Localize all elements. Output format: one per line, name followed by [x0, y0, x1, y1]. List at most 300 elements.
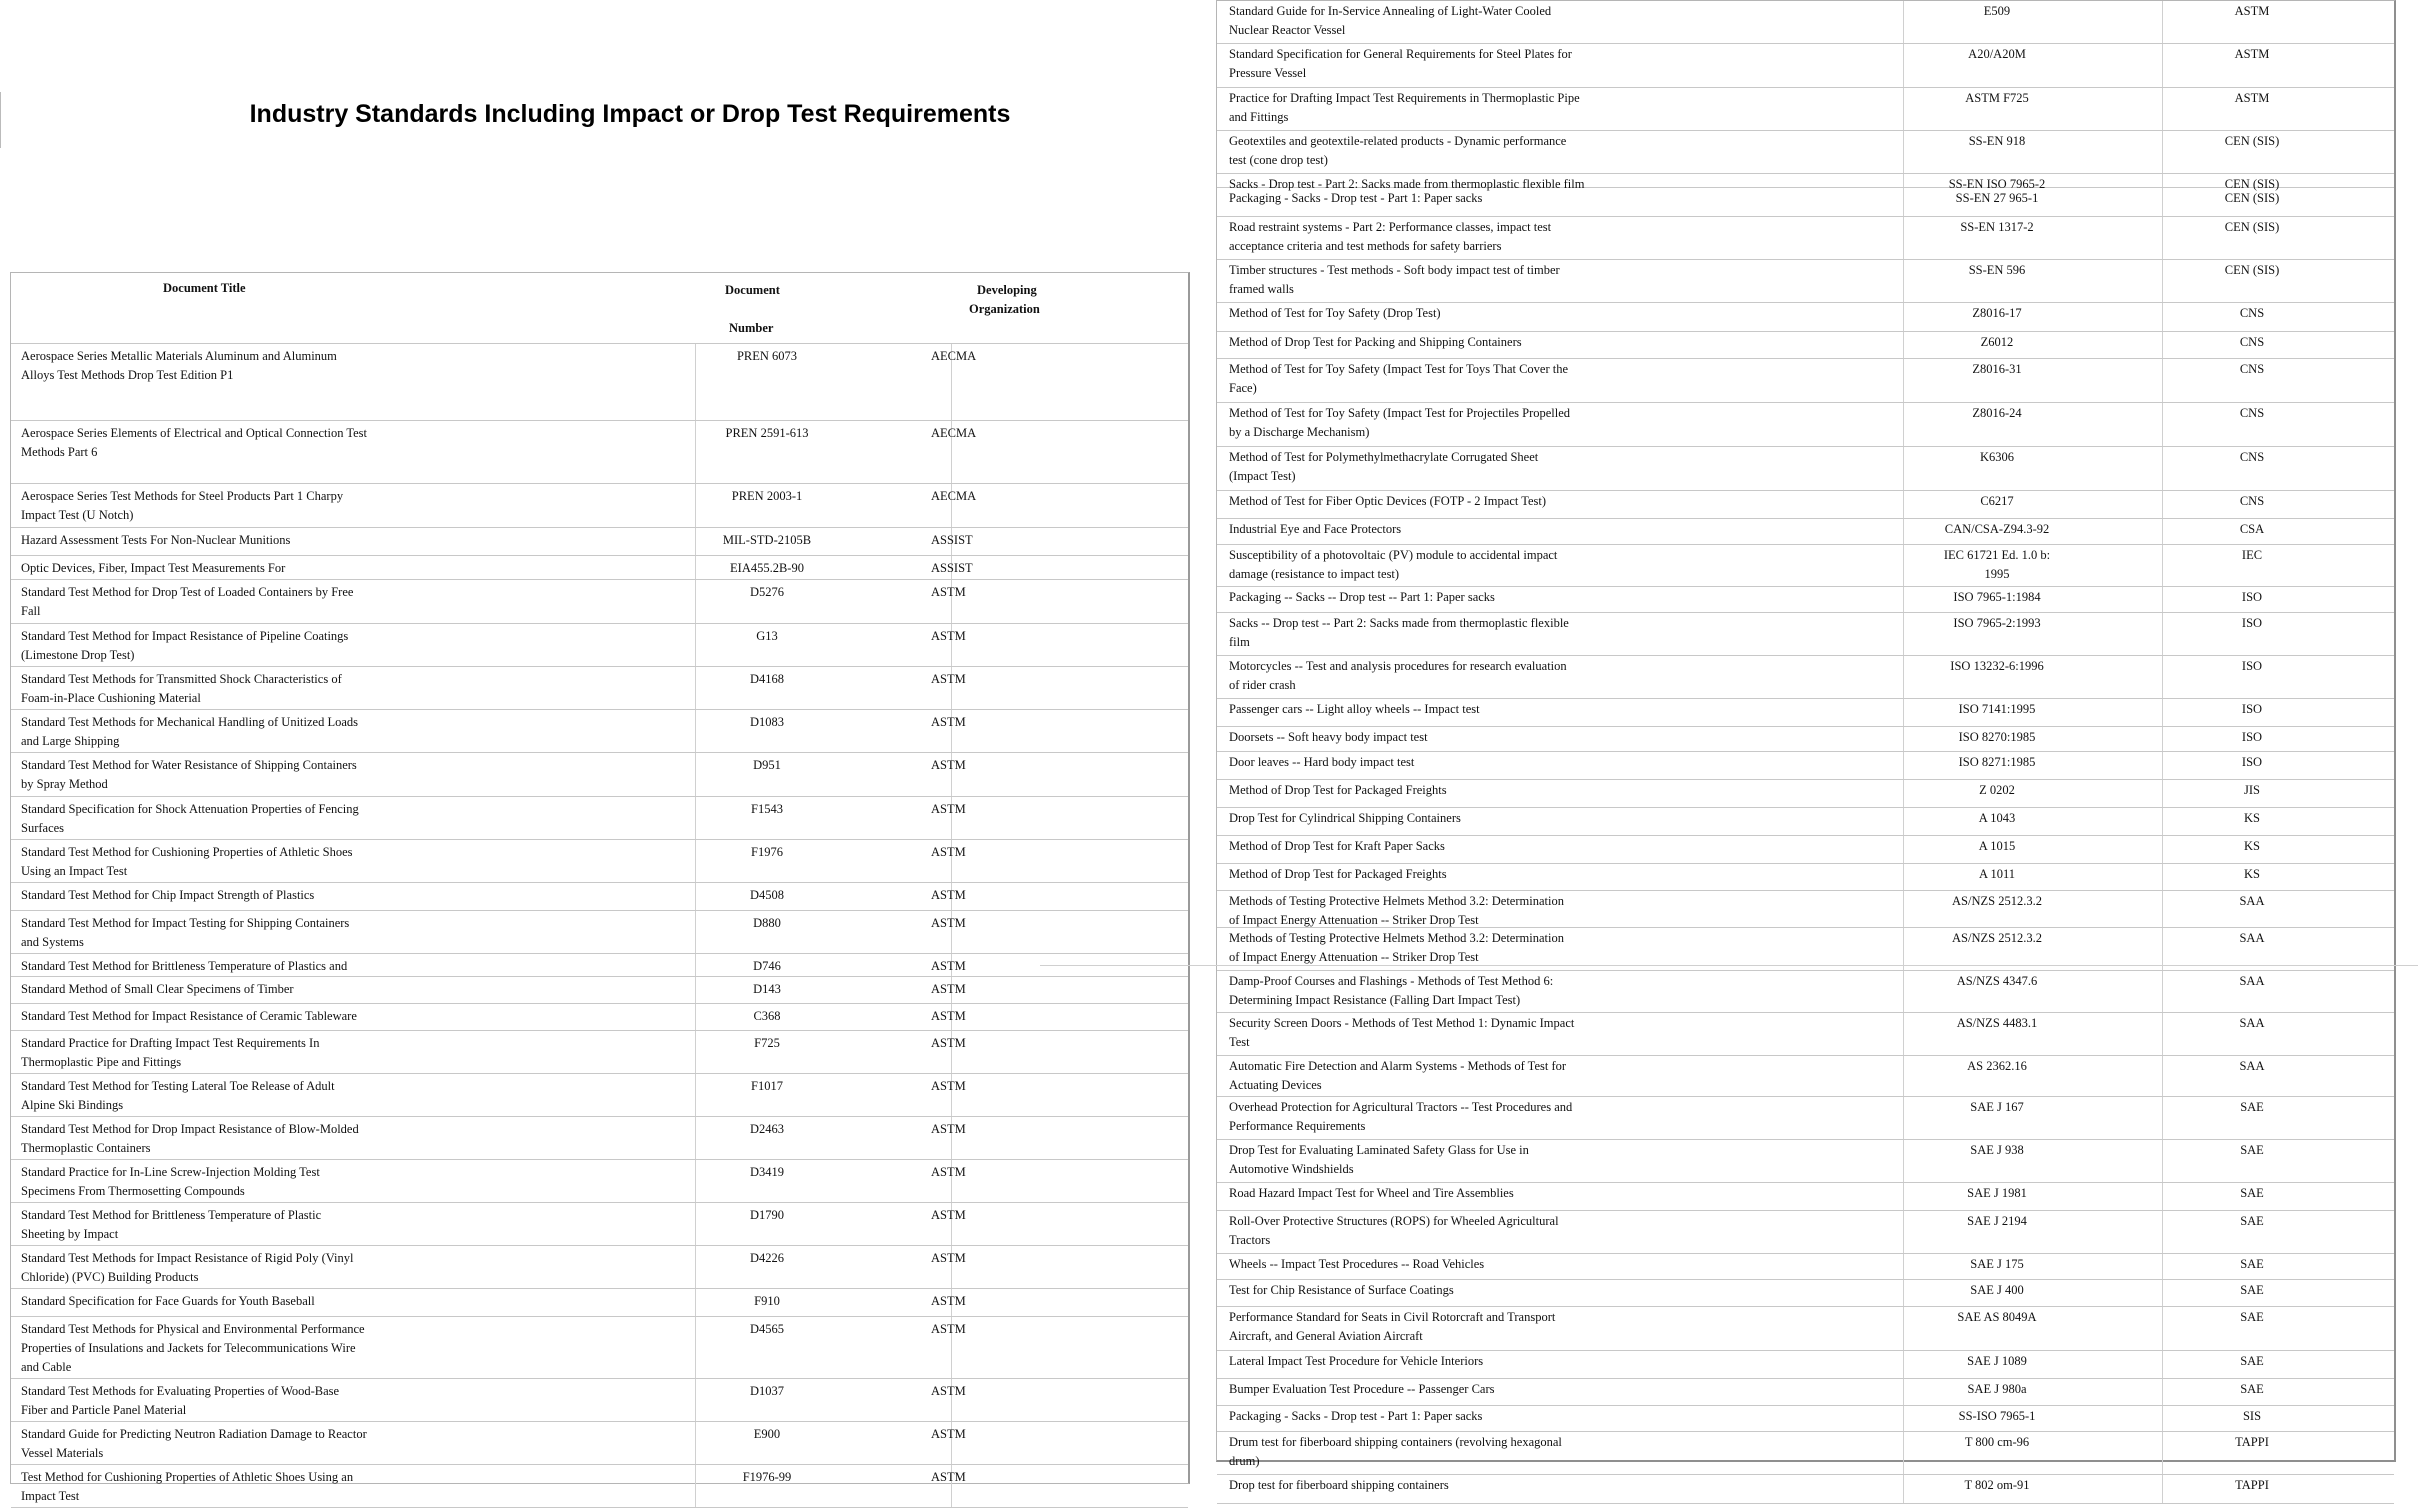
- cell-developing-org: CNS: [2239, 406, 2265, 420]
- table-row: [11, 580, 1188, 624]
- cell-document-title: Method of Drop Test for Kraft Paper Sacks: [1229, 839, 1445, 853]
- table-row: [11, 710, 1188, 753]
- cell-document-title: Method of Test for Polymethylmethacrylate Corrugated Sheet (Impact Test): [1229, 450, 1539, 483]
- table-row: [1217, 780, 2394, 808]
- cell-document-number: ISO 7965-1:1984: [1953, 590, 2041, 604]
- cell-document-title: Standard Test Method for Water Resistance of Shipping Containers by Spray Method: [21, 758, 357, 791]
- table-row: [11, 1004, 1188, 1031]
- table-row: [1217, 891, 2394, 928]
- cell-developing-org: ASSIST: [931, 533, 973, 547]
- cell-document-number: A 1011: [1979, 867, 2015, 881]
- cell-developing-org: AECMA: [931, 489, 977, 503]
- cell-developing-org: CSA: [2239, 522, 2265, 536]
- table-row: [11, 1379, 1188, 1422]
- cell-document-title: Drop Test for Cylindrical Shipping Containers: [1229, 811, 1461, 825]
- cell-document-number: F725: [754, 1036, 780, 1050]
- cell-developing-org: ASTM: [2234, 91, 2270, 105]
- table-row: [11, 883, 1188, 911]
- cell-document-title: Roll-Over Protective Structures (ROPS) for Wheeled Agricultural Tractors: [1229, 1214, 1559, 1247]
- cell-document-number: SAE J 980a: [1967, 1382, 2027, 1396]
- table-row: [1217, 864, 2394, 891]
- table-row: [1217, 491, 2394, 519]
- cell-document-number: AS/NZS 2512.3.2: [1952, 894, 2042, 908]
- cell-document-title: Aerospace Series Metallic Materials Aluminum and Aluminum Alloys Test Methods Drop Test Edition P1: [21, 349, 337, 382]
- table-row: [1217, 727, 2394, 752]
- table-row: [1217, 1254, 2394, 1280]
- cell-document-title: Standard Specification for Shock Attenuation Properties of Fencing Surfaces: [21, 802, 359, 835]
- table-row: [1217, 699, 2394, 727]
- right-standards-table: [1216, 0, 2396, 1492]
- cell-developing-org: ASTM: [931, 1294, 966, 1308]
- cell-developing-org: SAA: [2239, 974, 2265, 988]
- column-divider: [2162, 217, 2163, 259]
- cell-document-title: Standard Test Methods for Physical and Environmental Performance Properties of Insulations and Jackets for Telecommunications Wire and Cable: [21, 1322, 365, 1374]
- cell-document-number: SAE J 175: [1970, 1257, 2024, 1271]
- column-divider: [2162, 1211, 2163, 1253]
- cell-document-title: Standard Guide for Predicting Neutron Radiation Damage to Reactor Vessel Materials: [21, 1427, 367, 1460]
- column-divider: [2162, 1280, 2163, 1306]
- cell-developing-org: ASTM: [931, 1470, 966, 1484]
- cell-document-title: Road Hazard Impact Test for Wheel and Tire Assemblies: [1229, 1186, 1514, 1200]
- table-row: [11, 1465, 1188, 1508]
- column-divider: [2162, 1406, 2163, 1431]
- column-divider: [2162, 1140, 2163, 1182]
- table-row: [1217, 545, 2394, 587]
- cell-document-number: D4565: [749, 1322, 785, 1336]
- table-row: [11, 421, 1188, 484]
- cell-document-number: G13: [756, 629, 778, 643]
- table-row: [1217, 447, 2394, 491]
- cell-document-title: Standard Test Method for Testing Lateral Toe Release of Adult Alpine Ski Bindings: [21, 1079, 335, 1112]
- cell-developing-org: ASTM: [931, 888, 966, 902]
- cell-developing-org: CEN (SIS): [2224, 177, 2280, 191]
- cell-document-title: Hazard Assessment Tests For Non-Nuclear Munitions: [21, 533, 291, 547]
- table-row: [1217, 1351, 2394, 1379]
- table-row: [11, 667, 1188, 710]
- cell-developing-org: SAA: [2239, 1059, 2265, 1073]
- table-row: [11, 528, 1188, 556]
- column-divider: [2162, 174, 2163, 187]
- cell-developing-org: CEN (SIS): [2224, 220, 2280, 234]
- column-divider: [2162, 403, 2163, 446]
- table-header: [11, 273, 1188, 344]
- cell-document-title: Sacks -- Drop test -- Part 2: Sacks made from thermoplastic flexible film: [1229, 616, 1569, 649]
- table-row: [1217, 1379, 2394, 1406]
- cell-document-title: Standard Test Methods for Transmitted Shock Characteristics of Foam-in-Place Cushioning Material: [21, 672, 342, 705]
- cell-document-number: D3419: [749, 1165, 785, 1179]
- cell-document-number: F1543: [751, 802, 783, 816]
- cell-document-number: D4168: [749, 672, 785, 686]
- cell-developing-org: SAE: [2240, 1214, 2264, 1228]
- cell-document-number: Z8016-31: [1972, 362, 2022, 376]
- table-row: [11, 1289, 1188, 1317]
- cell-document-number: ISO 8271:1985: [1958, 755, 2036, 769]
- table-row: [1217, 1280, 2394, 1307]
- table-row: [1217, 44, 2394, 88]
- cell-developing-org: ASTM: [2234, 4, 2270, 18]
- table-row: [11, 556, 1188, 580]
- cell-developing-org: ISO: [2241, 730, 2263, 744]
- cell-document-number: C368: [753, 1009, 781, 1023]
- cell-document-number: SS-ISO 7965-1: [1958, 1409, 2036, 1423]
- cell-document-title: Wheels -- Impact Test Procedures -- Road Vehicles: [1229, 1257, 1485, 1271]
- column-divider: [2162, 1097, 2163, 1139]
- cell-document-title: Practice for Drafting Impact Test Requirements in Thermoplastic Pipe and Fittings: [1229, 91, 1580, 124]
- table-row: [1217, 174, 2394, 191]
- column-divider: [2162, 131, 2163, 173]
- table-row: [1217, 656, 2394, 699]
- table-row: [1217, 1140, 2394, 1183]
- cell-developing-org: TAPPI: [2235, 1435, 2269, 1449]
- table-row: [11, 1160, 1188, 1203]
- cell-document-number: D143: [753, 982, 781, 996]
- cell-developing-org: AECMA: [931, 349, 977, 363]
- table-row: [1217, 613, 2394, 656]
- cell-document-number: SS-EN 596: [1968, 263, 2026, 277]
- cell-document-number: SS-EN 27 965-1: [1955, 191, 2039, 205]
- cell-document-number: F1976-99: [742, 1470, 792, 1484]
- cell-document-number: CAN/CSA-Z94.3-92: [1944, 522, 2050, 536]
- table-row: [1217, 1056, 2394, 1097]
- cell-developing-org: SAE: [2240, 1186, 2264, 1200]
- table-row: [1217, 1307, 2394, 1351]
- table-row: [1217, 1432, 2394, 1475]
- cell-document-title: Packaging - Sacks - Drop test - Part 1: Paper sacks: [1229, 191, 1483, 205]
- table-row: [11, 840, 1188, 883]
- cell-developing-org: ASTM: [931, 1251, 966, 1265]
- cell-document-title: Drop Test for Evaluating Laminated Safety Glass for Use in Automotive Windshields: [1229, 1143, 1529, 1176]
- table-row: [1217, 1475, 2394, 1504]
- cell-document-number: D1790: [749, 1208, 785, 1222]
- cell-document-title: Road restraint systems - Part 2: Performance classes, impact test acceptance criteria and test methods for safety barriers: [1229, 220, 1552, 253]
- cell-document-number: D880: [753, 916, 781, 930]
- table-row: [1217, 260, 2394, 303]
- header-document-number-line2: Number: [729, 321, 774, 335]
- cell-developing-org: SAE: [2240, 1257, 2264, 1271]
- column-divider: [2162, 928, 2163, 970]
- cell-document-title: Standard Test Method for Brittleness Temperature of Plastic Sheeting by Impact: [21, 1208, 322, 1241]
- cell-document-number: ISO 8270:1985: [1958, 730, 2036, 744]
- header-org-line1: Developing: [977, 283, 1037, 297]
- cell-developing-org: ASTM: [931, 629, 966, 643]
- column-divider: [2162, 1, 2163, 43]
- cell-document-title: Test for Chip Resistance of Surface Coatings: [1229, 1283, 1454, 1297]
- cell-document-number: D951: [753, 758, 781, 772]
- table-row: [1217, 808, 2394, 836]
- table-row: [11, 797, 1188, 840]
- table-row: [11, 484, 1188, 528]
- column-divider: [2162, 891, 2163, 927]
- cell-document-title: Standard Method of Small Clear Specimens of Timber: [21, 982, 294, 996]
- table-row: [11, 1203, 1188, 1246]
- cell-developing-org: ASTM: [931, 982, 966, 996]
- cell-developing-org: ASTM: [931, 959, 966, 973]
- cell-document-title: Method of Test for Toy Safety (Impact Test for Toys That Cover the Face): [1229, 362, 1569, 395]
- cell-document-number: Z8016-17: [1972, 306, 2022, 320]
- column-divider: [2162, 836, 2163, 863]
- cell-document-number: E900: [753, 1427, 781, 1441]
- cell-document-title: Bumper Evaluation Test Procedure -- Passenger Cars: [1229, 1382, 1495, 1396]
- cell-document-title: Performance Standard for Seats in Civil Rotorcraft and Transport Aircraft, and General Aviation Aircraft: [1229, 1310, 1556, 1343]
- column-divider: [2162, 491, 2163, 518]
- cell-document-number: PREN 2591-613: [725, 426, 809, 440]
- cell-document-title: Methods of Testing Protective Helmets Method 3.2: Determination of Impact Energy Attenuation -- Striker Drop Test: [1229, 894, 1564, 927]
- table-row: [11, 753, 1188, 797]
- cell-document-number: MIL-STD-2105B: [722, 533, 812, 547]
- cell-document-number: PREN 6073: [736, 349, 798, 363]
- cell-document-title: Standard Test Method for Chip Impact Strength of Plastics: [21, 888, 315, 902]
- column-divider: [2162, 1056, 2163, 1096]
- cell-document-number: D2463: [749, 1122, 785, 1136]
- cell-document-title: Overhead Protection for Agricultural Tractors -- Test Procedures and Performance Requirements: [1229, 1100, 1573, 1133]
- cell-document-title: Lateral Impact Test Procedure for Vehicle Interiors: [1229, 1354, 1484, 1368]
- cell-document-title: Geotextiles and geotextile-related products - Dynamic performance test (cone drop test): [1229, 134, 1567, 167]
- cell-developing-org: ASTM: [931, 845, 966, 859]
- cell-document-title: Method of Test for Toy Safety (Drop Test): [1229, 306, 1441, 320]
- cell-document-title: Doorsets -- Soft heavy body impact test: [1229, 730, 1428, 744]
- column-divider: [2162, 613, 2163, 655]
- cell-developing-org: SAA: [2239, 894, 2265, 908]
- cell-developing-org: CEN (SIS): [2224, 263, 2280, 277]
- cell-document-number: E509: [1983, 4, 2011, 18]
- cell-document-number: SAE J 1089: [1967, 1354, 2027, 1368]
- cell-developing-org: ASTM: [931, 585, 966, 599]
- cell-document-title: Method of Drop Test for Packaged Freights: [1229, 783, 1447, 797]
- cell-developing-org: JIS: [2244, 783, 2260, 797]
- cell-developing-org: ASTM: [931, 1122, 966, 1136]
- cell-document-title: Timber structures - Test methods - Soft body impact test of timber framed walls: [1229, 263, 1560, 296]
- cell-document-title: Method of Test for Fiber Optic Devices (FOTP - 2 Impact Test): [1229, 494, 1547, 508]
- page-title: Industry Standards Including Impact or Drop Test Requirements: [249, 100, 1011, 128]
- column-divider: [2162, 699, 2163, 726]
- section-divider: [1040, 965, 2418, 966]
- cell-developing-org: SAE: [2240, 1310, 2264, 1324]
- cell-developing-org: SIS: [2242, 1409, 2262, 1423]
- left-table-body: [11, 344, 1188, 1508]
- cell-document-title: Standard Test Method for Cushioning Properties of Athletic Shoes Using an Impact Test: [21, 845, 353, 878]
- cell-developing-org: ASTM: [931, 1322, 966, 1336]
- table-row: [1217, 403, 2394, 447]
- cell-document-number: SS-EN ISO 7965-2: [1948, 177, 2046, 191]
- cell-document-number: EIA455.2B-90: [730, 561, 804, 575]
- cell-document-title: Standard Test Method for Impact Testing for Shipping Containers and Systems: [21, 916, 350, 949]
- cell-document-title: Standard Test Method for Impact Resistance of Pipeline Coatings (Limestone Drop Test): [21, 629, 349, 662]
- cell-developing-org: ISO: [2241, 590, 2263, 604]
- table-row: [1217, 971, 2394, 1013]
- table-row: [1217, 1211, 2394, 1254]
- cell-document-number: K6306: [1979, 450, 2015, 464]
- cell-developing-org: KS: [2244, 839, 2260, 853]
- cell-document-title: Method of Drop Test for Packaged Freights: [1229, 867, 1447, 881]
- table-row: [1217, 131, 2394, 174]
- cell-document-number: SAE J 2194: [1967, 1214, 2027, 1228]
- table-row: [1217, 88, 2394, 131]
- cell-document-number: ISO 13232-6:1996: [1950, 659, 2044, 673]
- column-divider: [2162, 545, 2163, 586]
- column-divider: [2162, 303, 2163, 331]
- cell-document-number: A 1043: [1978, 811, 2016, 825]
- cell-document-title: Standard Test Methods for Evaluating Properties of Wood-Base Fiber and Particle Panel Material: [21, 1384, 340, 1417]
- cell-document-title: Door leaves -- Hard body impact test: [1229, 755, 1415, 769]
- table-row: [11, 1117, 1188, 1160]
- column-divider: [2162, 1351, 2163, 1378]
- cell-document-title: Sacks - Drop test - Part 2: Sacks made from thermoplastic flexible film: [1229, 177, 1585, 191]
- cell-developing-org: ISO: [2241, 702, 2263, 716]
- cell-developing-org: SAE: [2240, 1354, 2264, 1368]
- cell-developing-org: SAA: [2239, 1016, 2265, 1030]
- cell-document-title: Standard Practice for Drafting Impact Test Requirements In Thermoplastic Pipe and Fittings: [21, 1036, 320, 1069]
- column-divider: [2162, 971, 2163, 1012]
- table-row: [11, 1074, 1188, 1117]
- column-divider: [2162, 1254, 2163, 1279]
- column-divider: [2162, 519, 2163, 544]
- table-row: [11, 624, 1188, 667]
- table-row: [1217, 836, 2394, 864]
- table-row: [1217, 587, 2394, 613]
- cell-document-number: A20/A20M: [1968, 47, 2026, 61]
- cell-document-title: Drum test for fiberboard shipping containers (revolving hexagonal drum): [1229, 1435, 1562, 1468]
- cell-document-title: Methods of Testing Protective Helmets Method 3.2: Determination of Impact Energy Attenuation -- Striker Drop Test: [1229, 931, 1564, 964]
- table-row: [1217, 1097, 2394, 1140]
- cell-document-number: A 1015: [1978, 839, 2016, 853]
- cell-document-title: Packaging - Sacks - Drop test - Part 1: Paper sacks: [1229, 1409, 1483, 1423]
- cell-document-number: AS/NZS 4347.6: [1956, 974, 2038, 988]
- cell-developing-org: CNS: [2239, 450, 2265, 464]
- table-row: [1217, 303, 2394, 332]
- cell-developing-org: ISO: [2241, 616, 2263, 630]
- cell-document-number: Z 0202: [1979, 783, 2015, 797]
- cell-developing-org: ASTM: [931, 1009, 966, 1023]
- cell-document-number: T 802 om-91: [1964, 1478, 2030, 1492]
- cell-document-title: Susceptibility of a photovoltaic (PV) module to accidental impact damage (resistance to impact test): [1229, 548, 1558, 581]
- cell-document-number: C6217: [1980, 494, 2014, 508]
- cell-document-number: PREN 2003-1: [731, 489, 803, 503]
- cell-document-number: D4226: [749, 1251, 785, 1265]
- right-table-body: [1217, 1, 2394, 1504]
- table-row: [1217, 359, 2394, 403]
- column-divider: [2162, 780, 2163, 807]
- cell-developing-org: KS: [2244, 811, 2260, 825]
- table-row: [11, 954, 1188, 977]
- cell-document-number: ASTM F725: [1965, 91, 2029, 105]
- cell-developing-org: CNS: [2239, 306, 2265, 320]
- column-divider: [2162, 88, 2163, 130]
- cell-developing-org: SAE: [2240, 1143, 2264, 1157]
- table-row: [1217, 752, 2394, 780]
- cell-document-title: Standard Guide for In-Service Annealing of Light-Water Cooled Nuclear Reactor Vessel: [1229, 4, 1552, 37]
- cell-developing-org: ASTM: [931, 802, 966, 816]
- cell-developing-org: ISO: [2241, 755, 2263, 769]
- cell-developing-org: CEN (SIS): [2224, 134, 2280, 148]
- cell-document-title: Standard Test Methods for Mechanical Handling of Unitized Loads and Large Shipping: [21, 715, 359, 748]
- header-document-title: Document Title: [163, 281, 246, 295]
- cell-document-title: Method of Test for Toy Safety (Impact Test for Projectiles Propelled by a Discharge Mechanism): [1229, 406, 1571, 439]
- cell-developing-org: AECMA: [931, 426, 977, 440]
- table-row: [1217, 217, 2394, 260]
- cell-document-number: IEC 61721 Ed. 1.0 b: 1995: [1943, 548, 2051, 581]
- table-row: [1217, 1013, 2394, 1056]
- column-divider: [2162, 656, 2163, 698]
- cell-developing-org: CNS: [2239, 335, 2265, 349]
- table-row: [1217, 332, 2394, 359]
- cell-document-title: Aerospace Series Test Methods for Steel Products Part 1 Charpy Impact Test (U Notch): [21, 489, 344, 522]
- cell-document-number: SAE AS 8049A: [1957, 1310, 2037, 1324]
- cell-developing-org: ASTM: [931, 1079, 966, 1093]
- cell-document-title: Standard Specification for General Requirements for Steel Plates for Pressure Vessel: [1229, 47, 1572, 80]
- cell-developing-org: SAE: [2240, 1382, 2264, 1396]
- cell-document-title: Standard Test Method for Brittleness Temperature of Plastics and: [21, 959, 348, 973]
- cell-document-number: SS-EN 1317-2: [1960, 220, 2034, 234]
- cell-developing-org: ASTM: [931, 758, 966, 772]
- column-divider: [2162, 752, 2163, 779]
- table-row: [11, 344, 1188, 421]
- cell-document-title: Method of Drop Test for Packing and Shipping Containers: [1229, 335, 1522, 349]
- header-org-line2: Organization: [969, 302, 1040, 316]
- cell-developing-org: ASTM: [931, 672, 966, 686]
- column-divider: [2162, 332, 2163, 358]
- cell-document-number: AS 2362.16: [1967, 1059, 2027, 1073]
- cell-document-number: AS/NZS 4483.1: [1956, 1016, 2038, 1030]
- column-divider: [2162, 1013, 2163, 1055]
- cell-developing-org: ASTM: [931, 916, 966, 930]
- table-row: [1217, 1406, 2394, 1432]
- table-row: [11, 1031, 1188, 1074]
- column-divider: [2162, 188, 2163, 216]
- column-divider: [2162, 1379, 2163, 1405]
- cell-developing-org: ASTM: [931, 1384, 966, 1398]
- cell-developing-org: ASTM: [931, 1165, 966, 1179]
- cell-document-title: Damp-Proof Courses and Flashings - Methods of Test Method 6: Determining Impact Resistance (Falling Dart Impact Test): [1229, 974, 1554, 1007]
- cell-document-number: Z6012: [1980, 335, 2014, 349]
- cell-document-number: D1037: [749, 1384, 785, 1398]
- cell-document-title: Test Method for Cushioning Properties of Athletic Shoes Using an Impact Test: [21, 1470, 354, 1503]
- column-divider: [2162, 587, 2163, 612]
- table-row: [11, 1317, 1188, 1379]
- cell-developing-org: ASSIST: [931, 561, 973, 575]
- column-divider: [2162, 808, 2163, 835]
- cell-developing-org: SAE: [2240, 1283, 2264, 1297]
- cell-developing-org: ASTM: [931, 1427, 966, 1441]
- cell-document-title: Motorcycles -- Test and analysis procedures for research evaluation of rider crash: [1229, 659, 1567, 692]
- column-divider: [2162, 447, 2163, 490]
- cell-document-title: Optic Devices, Fiber, Impact Test Measurements For: [21, 561, 286, 575]
- cell-document-number: F1017: [751, 1079, 783, 1093]
- header-document-number-line1: Document: [725, 283, 780, 297]
- column-divider: [2162, 44, 2163, 87]
- cell-document-title: Security Screen Doors - Methods of Test Method 1: Dynamic Impact Test: [1229, 1016, 1575, 1049]
- cell-document-title: Standard Test Methods for Impact Resistance of Rigid Poly (Vinyl Chloride) (PVC) Building Products: [21, 1251, 354, 1284]
- table-row: [11, 911, 1188, 954]
- cell-document-number: Z8016-24: [1972, 406, 2022, 420]
- cell-document-number: D1083: [749, 715, 785, 729]
- cell-document-number: ISO 7141:1995: [1958, 702, 2036, 716]
- column-divider: [2162, 864, 2163, 890]
- cell-document-number: F1976: [751, 845, 783, 859]
- column-divider: [2162, 1307, 2163, 1350]
- cell-document-title: Passenger cars -- Light alloy wheels -- Impact test: [1229, 702, 1480, 716]
- cell-developing-org: CNS: [2239, 362, 2265, 376]
- cell-document-number: SAE J 167: [1970, 1100, 2024, 1114]
- table-row: [1217, 1183, 2394, 1211]
- left-standards-table: [10, 272, 1190, 1503]
- cell-document-number: ISO 7965-2:1993: [1953, 616, 2041, 630]
- cell-document-title: Industrial Eye and Face Protectors: [1229, 522, 1402, 536]
- cell-document-number: SAE J 938: [1970, 1143, 2024, 1157]
- cell-developing-org: SAE: [2240, 1100, 2264, 1114]
- table-row: [11, 1246, 1188, 1289]
- table-row: [1217, 519, 2394, 545]
- cell-document-title: Standard Test Method for Impact Resistance of Ceramic Tableware: [21, 1009, 357, 1023]
